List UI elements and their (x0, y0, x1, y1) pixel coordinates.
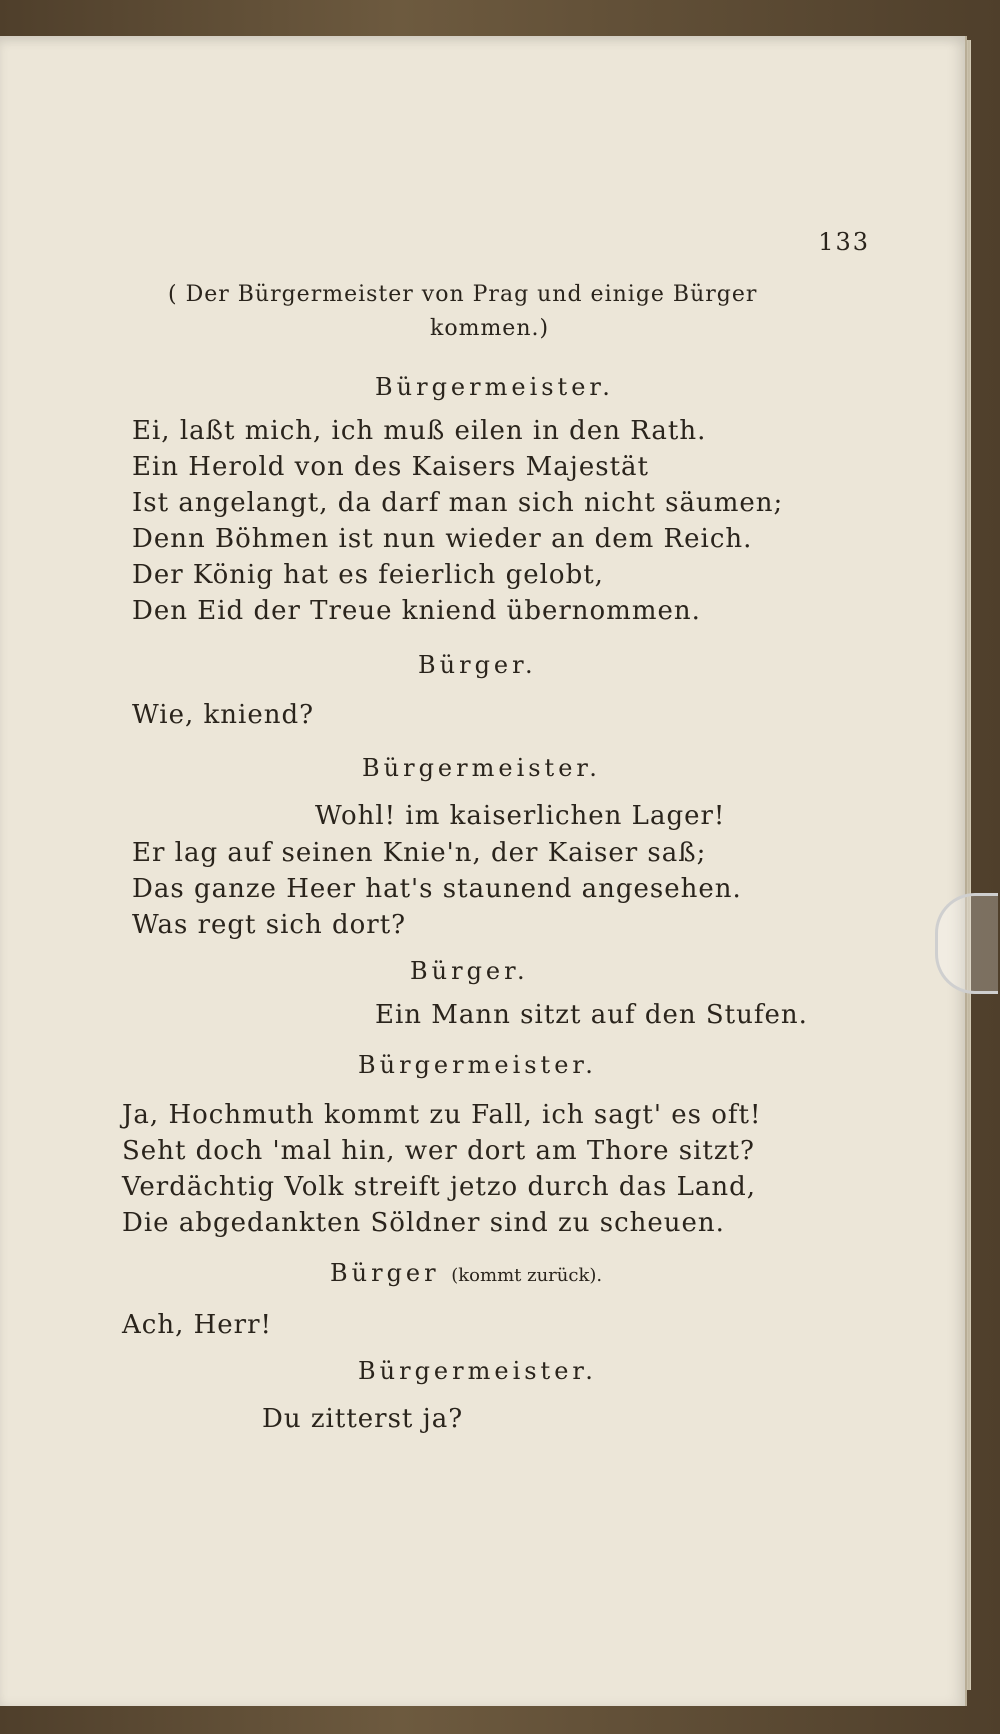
verse-line: Ein Herold von des Kaisers Majestät (132, 452, 649, 482)
verse-line: Du zitterst ja? (262, 1404, 464, 1434)
verse-line: Die abgedankten Söldner sind zu scheuen. (122, 1208, 725, 1238)
speaker-name: Bürgermeister. (358, 1051, 597, 1079)
verse-line: Ein Mann sitzt auf den Stufen. (375, 1000, 808, 1030)
verse-line: Wie, kniend? (132, 700, 315, 730)
verse-line: Der König hat es feierlich gelobt, (132, 560, 604, 590)
page-number: 133 (818, 228, 870, 256)
verse-line: Was regt sich dort? (132, 910, 407, 940)
verse-line: Ja, Hochmuth kommt zu Fall, ich sagt' es oft! (122, 1100, 762, 1130)
speaker-name: Bürger. (410, 957, 529, 985)
verse-line: Seht doch 'mal hin, wer dort am Thore sitzt? (122, 1136, 755, 1166)
stage-direction: kommen.) (430, 316, 550, 341)
stage-direction: ( Der Bürgermeister von Prag und einige Bürger (168, 282, 758, 307)
speaker-name (330, 1258, 602, 1291)
speaker-name: Bürgermeister. (362, 754, 601, 782)
verse-line: Das ganze Heer hat's staunend angesehen. (132, 874, 742, 904)
speaker-name: Bürger. (418, 651, 537, 679)
verse-line: Ei, laßt mich, ich muß eilen in den Rath. (132, 416, 707, 446)
verse-line: Den Eid der Treue kniend übernommen. (132, 596, 701, 626)
speaker-name: Bürgermeister. (375, 373, 614, 401)
verse-line: Verdächtig Volk streift jetzo durch das Land, (122, 1172, 757, 1202)
page-clip (935, 893, 998, 994)
verse-line: Ist angelangt, da darf man sich nicht säumen; (132, 488, 784, 518)
verse-line: Er lag auf seinen Knie'n, der Kaiser saß; (132, 838, 707, 868)
speaker-aside: (kommt zurück). (451, 1265, 603, 1286)
verse-line: Ach, Herr! (122, 1310, 272, 1340)
speaker-name: Bürgermeister. (358, 1357, 597, 1385)
speaker-label: Bürger (330, 1259, 440, 1287)
verse-line: Denn Böhmen ist nun wieder an dem Reich. (132, 524, 753, 554)
verse-line: Wohl! im kaiserlichen Lager! (315, 801, 726, 831)
book-page (0, 36, 967, 1706)
